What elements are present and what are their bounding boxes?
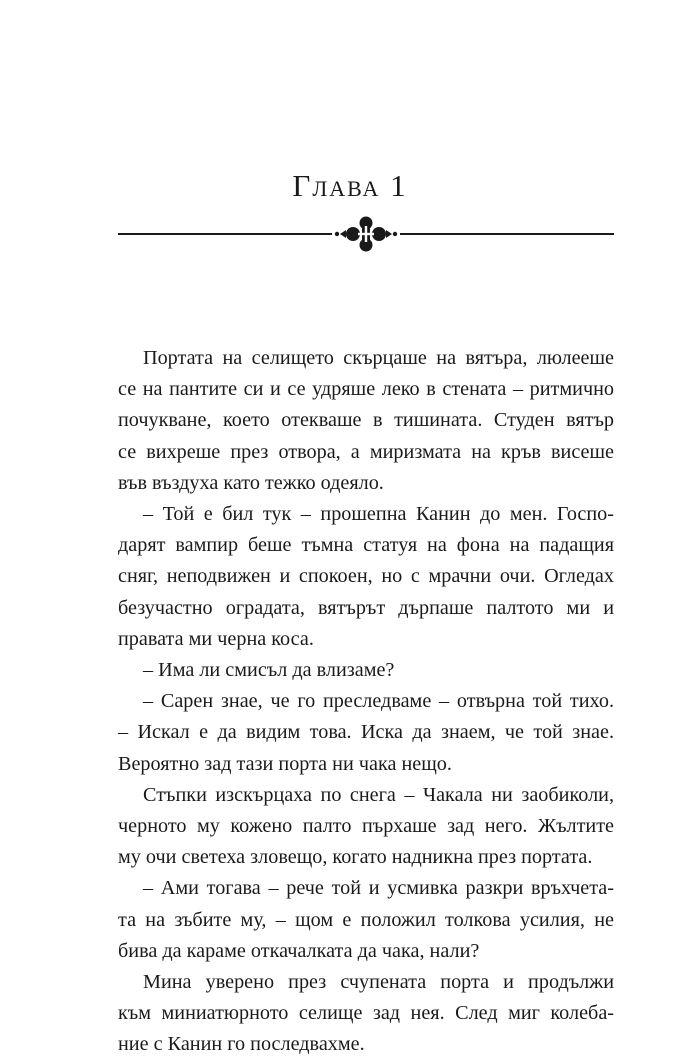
paragraph bbox=[118, 655, 614, 686]
text-line: Стъпки изскърцаха по снега – Чакала ни заобиколи, bbox=[143, 783, 614, 806]
text-line: му очи светеха зловещо, когато надникна през портата. bbox=[118, 846, 593, 869]
paragraph bbox=[118, 343, 614, 499]
chapter-body bbox=[118, 343, 614, 1061]
text-line: безучастно оградата, вятърът дърпаше палтото ми и bbox=[118, 596, 614, 619]
text-line: Портата на селището скърцаше на вятъра, люлееше bbox=[143, 347, 614, 369]
paragraph bbox=[118, 780, 614, 874]
paragraph bbox=[118, 967, 614, 1061]
text-line: та на зъбите му, – щом е положил толкова усилия, не bbox=[118, 908, 614, 931]
chapter-title: Глава 1 bbox=[292, 168, 408, 203]
text-line: се вихреше през отвора, а миризмата на кръв висеше bbox=[118, 440, 614, 463]
text-line: Мина уверено през счупената порта и продължи bbox=[143, 971, 614, 994]
text-line: дарят вампир беше тъмна статуя на фона на падащия bbox=[118, 534, 614, 557]
text-line: почукване, което отекваше в тишината. Студен вятър bbox=[118, 409, 614, 432]
clover-ornament-icon bbox=[118, 214, 614, 254]
paragraph bbox=[118, 686, 614, 780]
text-line: – Има ли смисъл да влизаме? bbox=[143, 659, 395, 682]
text-line: във въздуха като тежко одеяло. bbox=[118, 471, 384, 494]
text-line: – Ами тогава – рече той и усмивка разкри връхчета- bbox=[143, 877, 614, 900]
text-line: – Той е бил тук – прошепна Канин до мен. Госпо- bbox=[143, 503, 614, 526]
paragraph bbox=[118, 499, 614, 655]
text-line: се на пантите си и се удряше леко в стената – ритмично bbox=[118, 378, 614, 401]
text-line: – Сарен знае, че го преследваме – отвърна той тихо. bbox=[143, 690, 614, 713]
text-line: Вероятно зад тази порта ни чака нещо. bbox=[118, 752, 452, 775]
text-line: – Искал е да видим това. Иска да знаем, че той знае. bbox=[118, 721, 614, 744]
text-line: черното му кожено палто пърхаше зад него. Жълтите bbox=[118, 815, 614, 838]
text-line: към миниатюрното селище зад нея. След миг колеба- bbox=[118, 1002, 614, 1025]
text-line: бива да караме откачалката да чака, нали? bbox=[118, 939, 480, 962]
text-line: сняг, неподвижен и спокоен, но с мрачни очи. Огледах bbox=[118, 565, 614, 588]
text-line: ние с Канин го последвахме. bbox=[118, 1033, 365, 1056]
text-line: правата ми черна коса. bbox=[118, 627, 314, 650]
paragraph bbox=[118, 873, 614, 967]
